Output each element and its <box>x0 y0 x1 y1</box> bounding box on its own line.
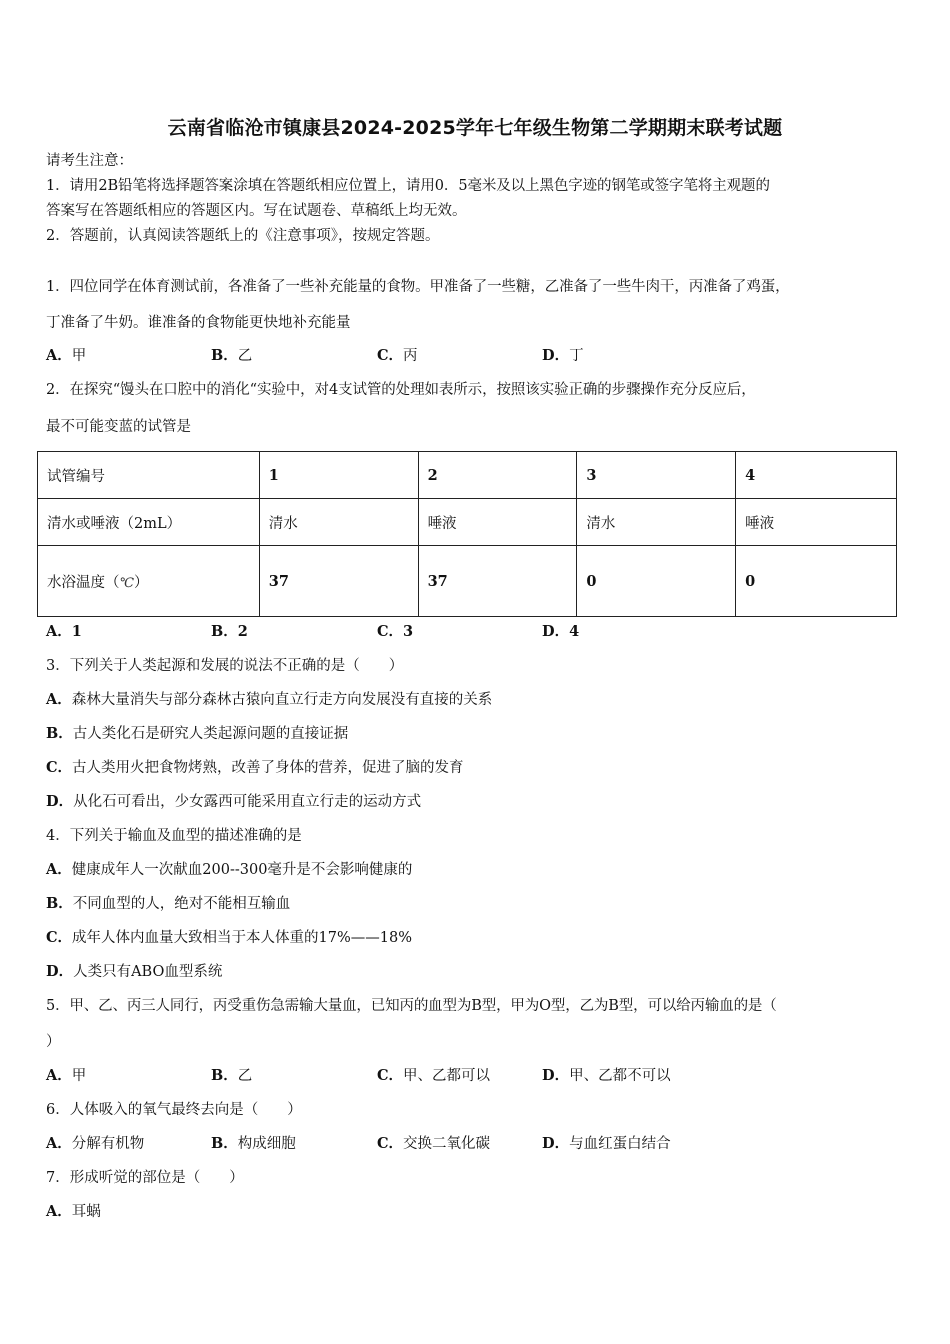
q5-option-c[interactable]: C．甲、乙都可以 <box>377 1067 491 1084</box>
q5-option-a[interactable]: A．甲 <box>46 1067 87 1084</box>
q2-stem-line-2: 最不可能变蓝的试管是 <box>46 419 191 435</box>
page-title: 云南省临沧市镇康县2024-2025学年七年级生物第二学期期末联考试题 <box>167 117 783 139</box>
q4-option-c[interactable]: C．成年人体内血量大致相当于本人体重的17%——18% <box>46 929 413 946</box>
q4-option-b[interactable]: B．不同血型的人，绝对不能相互输血 <box>46 895 291 912</box>
table-cell: 唾液 <box>736 499 897 546</box>
q6-option-a[interactable]: A．分解有机物 <box>46 1135 145 1152</box>
table-cell: 37 <box>259 546 418 617</box>
table-cell: 3 <box>577 452 736 499</box>
table-cell: 37 <box>418 546 577 617</box>
table-cell: 唾液 <box>418 499 577 546</box>
notice-line-3: 2．答题前，认真阅读答题纸上的《注意事项》，按规定答题。 <box>46 228 440 244</box>
q3-option-a[interactable]: A．森林大量消失与部分森林古猿向直立行走方向发展没有直接的关系 <box>46 691 493 708</box>
q6-option-d[interactable]: D．与血红蛋白结合 <box>542 1135 671 1152</box>
q3-option-c[interactable]: C．古人类用火把食物烤熟，改善了身体的营养，促进了脑的发育 <box>46 759 464 776</box>
q1-option-d[interactable]: D．丁 <box>542 347 584 364</box>
table-cell: 0 <box>736 546 897 617</box>
table-cell: 试管编号 <box>38 452 260 499</box>
q2-option-c[interactable]: C．3 <box>377 623 414 640</box>
q3-option-b[interactable]: B．古人类化石是研究人类起源问题的直接证据 <box>46 725 349 742</box>
q6-option-c[interactable]: C．交换二氧化碳 <box>377 1135 491 1152</box>
q1-stem-line-1: 1．四位同学在体育测试前，各准备了一些补充能量的食物。甲准备了一些糖，乙准备了一些牛肉干，丙准备了鸡蛋， <box>46 279 790 295</box>
q2-option-d[interactable]: D．4 <box>542 623 580 640</box>
q7-option-a[interactable]: A．耳蜗 <box>46 1203 101 1220</box>
notice-heading: 请考生注意： <box>46 153 133 169</box>
q5-stem-line-2: ） <box>46 1034 61 1050</box>
q4-option-d[interactable]: D．人类只有ABO血型系统 <box>46 963 223 980</box>
table-cell: 清水或唾液（2mL） <box>38 499 260 546</box>
q1-option-c[interactable]: C．丙 <box>377 347 418 364</box>
q5-stem-line-1: 5．甲、乙、丙三人同行，丙受重伤急需输大量血，已知丙的血型为B型，甲为O型，乙为B型，可以给丙输血的是（ <box>46 998 777 1014</box>
table-cell: 4 <box>736 452 897 499</box>
table-row <box>38 452 897 499</box>
table-cell: 2 <box>418 452 577 499</box>
notice-line-1: 1．请用2B铅笔将选择题答案涂填在答题纸相应位置上，请用0．5毫米及以上黑色字迹的钢笔或签字笔将主观题的 <box>46 178 770 194</box>
q7-stem: 7．形成听觉的部位是（ ） <box>46 1170 244 1186</box>
q3-stem: 3．下列关于人类起源和发展的说法不正确的是（ ） <box>46 658 404 674</box>
celsius-symbol: ℃ <box>119 575 135 591</box>
q4-stem: 4．下列关于输血及血型的描述准确的是 <box>46 828 302 844</box>
table-cell: 清水 <box>577 499 736 546</box>
q1-option-b[interactable]: B．乙 <box>211 347 253 364</box>
q2-option-a[interactable]: A．1 <box>46 623 82 640</box>
test-tube-table <box>37 451 897 617</box>
q2-stem-line-1: 2．在探究“馒头在口腔中的消化“实验中，对4支试管的处理如表所示，按照该实验正确的步骤操作充分反应后， <box>46 382 756 398</box>
table-cell: 0 <box>577 546 736 617</box>
q4-option-a[interactable]: A．健康成年人一次献血200--300毫升是不会影响健康的 <box>46 861 413 878</box>
q5-option-b[interactable]: B．乙 <box>211 1067 253 1084</box>
table-row <box>38 499 897 546</box>
q2-option-b[interactable]: B．2 <box>211 623 248 640</box>
q1-stem-line-2: 丁准备了牛奶。谁准备的食物能更快地补充能量 <box>46 315 351 331</box>
table-row <box>38 546 897 617</box>
table-cell: 水浴温度（℃） <box>38 546 260 617</box>
q3-option-d[interactable]: D．从化石可看出，少女露西可能采用直立行走的运动方式 <box>46 793 422 810</box>
q1-option-a[interactable]: A．甲 <box>46 347 87 364</box>
table-cell: 清水 <box>259 499 418 546</box>
q6-stem: 6．人体吸入的氧气最终去向是（ ） <box>46 1102 302 1118</box>
notice-line-2: 答案写在答题纸相应的答题区内。写在试题卷、草稿纸上均无效。 <box>46 203 467 219</box>
q6-option-b[interactable]: B．构成细胞 <box>211 1135 296 1152</box>
q5-option-d[interactable]: D．甲、乙都不可以 <box>542 1067 671 1084</box>
table-cell: 1 <box>259 452 418 499</box>
